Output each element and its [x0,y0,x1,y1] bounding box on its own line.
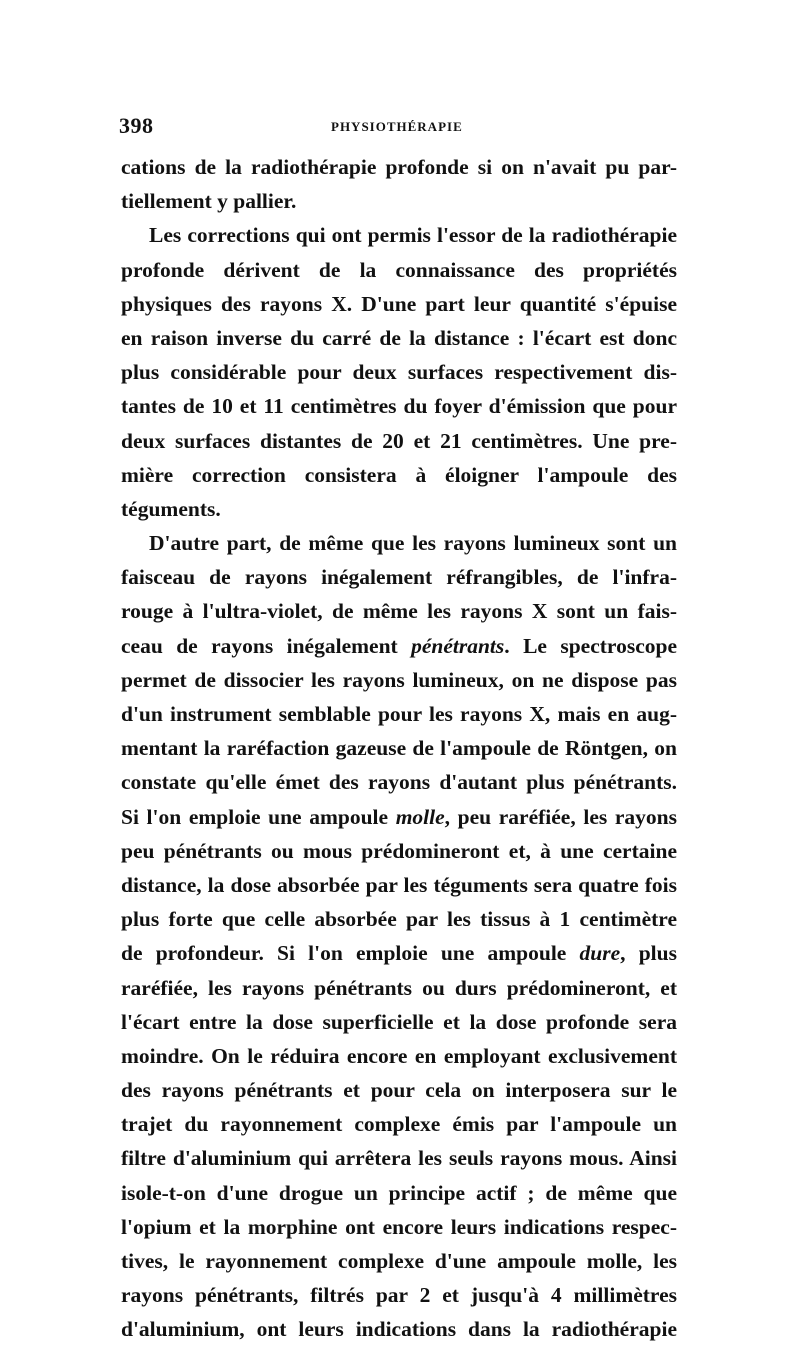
text-line: mentant la raréfaction gazeuse de l'ampoule de Röntgen, on [121,736,677,761]
text-line: d'un instrument semblable pour les rayons X, mais en aug- [121,702,677,726]
text-line: tiellement y pallier. [121,189,297,214]
text-line: permet de dissocier les rayons lumineux, on ne dispose pas [121,667,677,692]
text-segment: de profondeur. Si l'on emploie une ampoule [121,941,580,966]
text-line: deux surfaces distantes de 20 et 21 centimètres. Une pre- [121,428,677,453]
text-line: en raison inverse du carré de la distance : l'écart est donc [121,325,677,350]
text-line: des rayons pénétrants et pour cela on interposera sur le [121,1078,677,1103]
text-segment: , plus [620,941,677,966]
text-line: distance, la dose absorbée par les téguments sera quatre fois [121,872,677,897]
running-head [119,113,676,141]
text-line: faisceau de rayons inégalement réfrangibles, de l'infra- [121,565,677,590]
text-segment: ceau de rayons inégalement [121,633,412,658]
body-text [121,150,677,1347]
text-segment: , peu raréfiée, les rayons [444,804,677,829]
text-line: l'opium et la morphine ont encore leurs indications respec- [121,1214,677,1239]
text-line: d'aluminium, ont leurs indications dans la radiothérapie [121,1317,677,1342]
italic-term-molle: molle [395,804,445,829]
italic-term-penetrants: pénétrants [411,633,505,658]
text-segment: . Le spectroscope [504,633,677,658]
text-line [121,936,677,970]
text-line: trajet du rayonnement complexe émis par l'ampoule un [121,1112,677,1137]
running-title: PHYSIOTHÉRAPIE [331,119,463,134]
text-line: moindre. On le réduira encore en employant exclusivement [121,1043,677,1068]
text-line: rayons pénétrants, filtrés par 2 et jusqu'à 4 millimètres [121,1283,677,1308]
text-line: constate qu'elle émet des rayons d'autant plus pénétrants. [121,770,677,795]
page-number: 398 [119,113,154,138]
text-line: profonde dérivent de la connaissance des propriétés [121,257,677,282]
text-segment: Si l'on emploie une ampoule [121,804,396,829]
text-line: isole-t-on d'une drogue un principe actif ; de même que [121,1180,677,1205]
text-line: D'autre part, de même que les rayons lumineux sont un [149,531,677,556]
italic-term-dure: dure [579,941,621,966]
text-line: tantes de 10 et 11 centimètres du foyer d'émission que pour [121,394,677,419]
text-line [121,629,677,663]
text-line [121,800,677,834]
text-line: peu pénétrants ou mous prédomineront et, à une certaine [121,838,677,863]
text-line: plus considérable pour deux surfaces respectivement dis- [121,360,677,385]
text-line: téguments. [121,496,221,521]
text-line: physiques des rayons X. D'une part leur quantité s'épuise [121,291,677,316]
text-line: rouge à l'ultra-violet, de même les rayons X sont un fais- [121,599,677,624]
text-line: cations de la radiothérapie profonde si on n'avait pu par- [121,155,677,179]
text-line: raréfiée, les rayons pénétrants ou durs prédomineront, et [121,975,677,1000]
text-line: filtre d'aluminium qui arrêtera les seuls rayons mous. Ainsi [121,1146,677,1171]
text-line: Les corrections qui ont permis l'essor de la radiothérapie [149,223,677,248]
text-line: mière correction consistera à éloigner l'ampoule des [121,462,677,487]
text-line: tives, le rayonnement complexe d'une ampoule molle, les [121,1249,677,1273]
text-line: l'écart entre la dose superficielle et la dose profonde sera [121,1009,677,1034]
text-line: plus forte que celle absorbée par les tissus à 1 centimètre [121,907,677,932]
